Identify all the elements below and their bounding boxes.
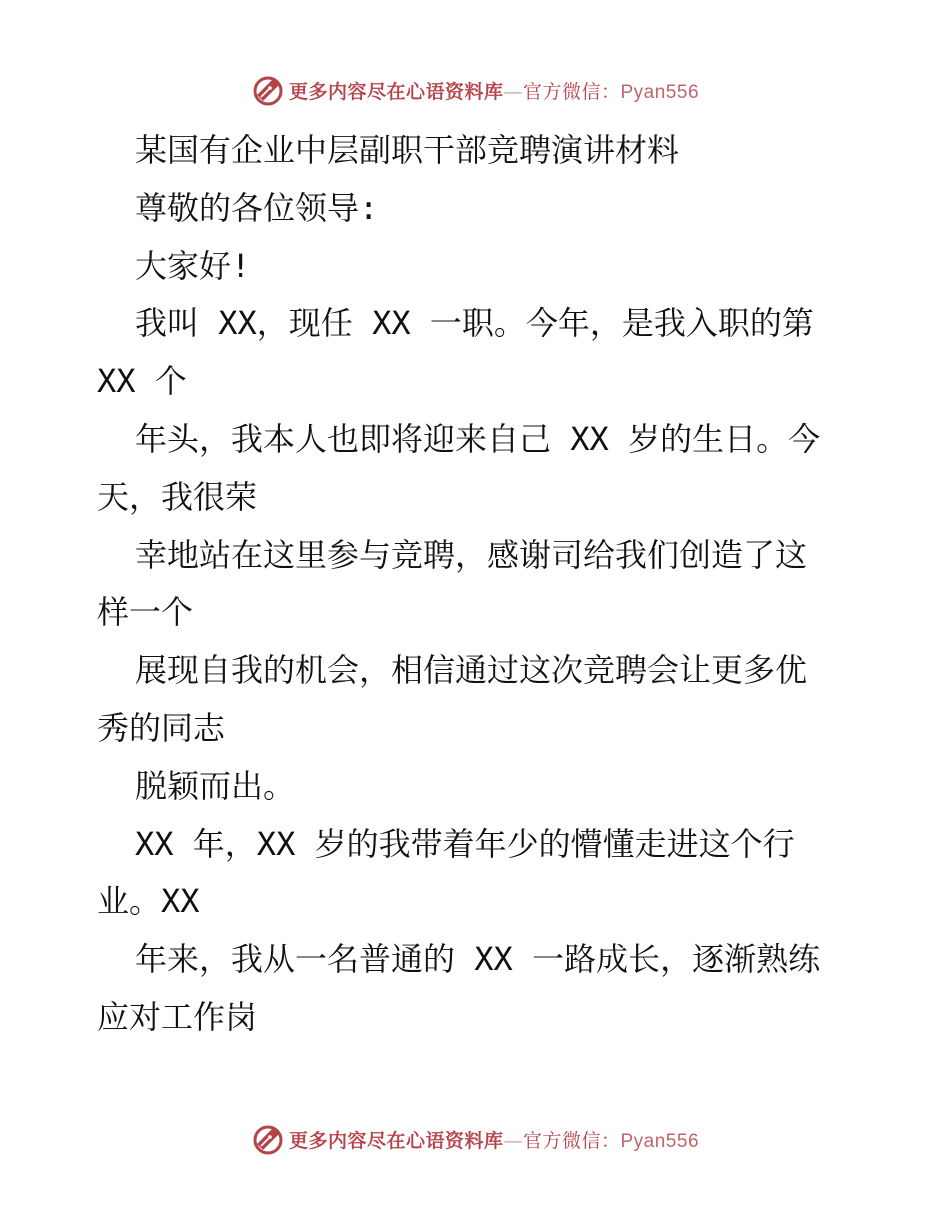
- paragraph-line: 幸地站在这里参与竞聘，感谢司给我们创造了这: [135, 535, 808, 574]
- banner-wechat-label: 官方微信：: [522, 1129, 621, 1152]
- paragraph-line: XX 年，XX 岁的我带着年少的懵懂走进这个行: [135, 824, 795, 863]
- document-body: [97, 122, 857, 1047]
- banner-wechat-id: Pyan556: [620, 81, 700, 103]
- pen-nib-logo-icon: [251, 1122, 285, 1156]
- paragraph-line: 展现自我的机会，相信通过这次竞聘会让更多优: [135, 651, 808, 690]
- footer-watermark-banner: [0, 1121, 950, 1157]
- paragraph-line: 秀的同志: [97, 708, 226, 747]
- paragraph-line: 应对工作岗: [97, 997, 258, 1036]
- paragraph-line: 样一个: [97, 593, 194, 632]
- paragraph-line: 年头，我本人也即将迎来自己 XX 岁的生日。今: [135, 419, 821, 458]
- banner-dash: —: [503, 80, 523, 103]
- banner-text: [289, 77, 699, 104]
- paragraph-line: 我叫 XX，现任 XX 一职。今年，是我入职的第: [135, 304, 814, 343]
- greeting: 大家好!: [135, 246, 251, 285]
- pen-nib-logo-icon: [251, 73, 285, 107]
- banner-wechat-id: Pyan556: [620, 1130, 700, 1152]
- banner-wechat-label: 官方微信：: [522, 80, 621, 103]
- header-watermark-banner: [0, 72, 950, 108]
- banner-text: [289, 1126, 699, 1153]
- salutation: 尊敬的各位领导:: [135, 188, 379, 227]
- paragraph-line: 年来，我从一名普通的 XX 一路成长，逐渐熟练: [135, 940, 821, 979]
- banner-brand: 更多内容尽在心语资料库: [288, 1129, 504, 1152]
- paragraph-line: 脱颖而出。: [135, 766, 296, 805]
- banner-dash: —: [503, 1129, 523, 1152]
- paragraph-line: XX 个: [97, 362, 187, 401]
- document-title: 某国有企业中层副职干部竞聘演讲材料: [135, 131, 680, 169]
- paragraph-line: 业。XX: [97, 882, 200, 921]
- banner-brand: 更多内容尽在心语资料库: [288, 80, 504, 103]
- paragraph-line: 天，我很荣: [97, 477, 258, 516]
